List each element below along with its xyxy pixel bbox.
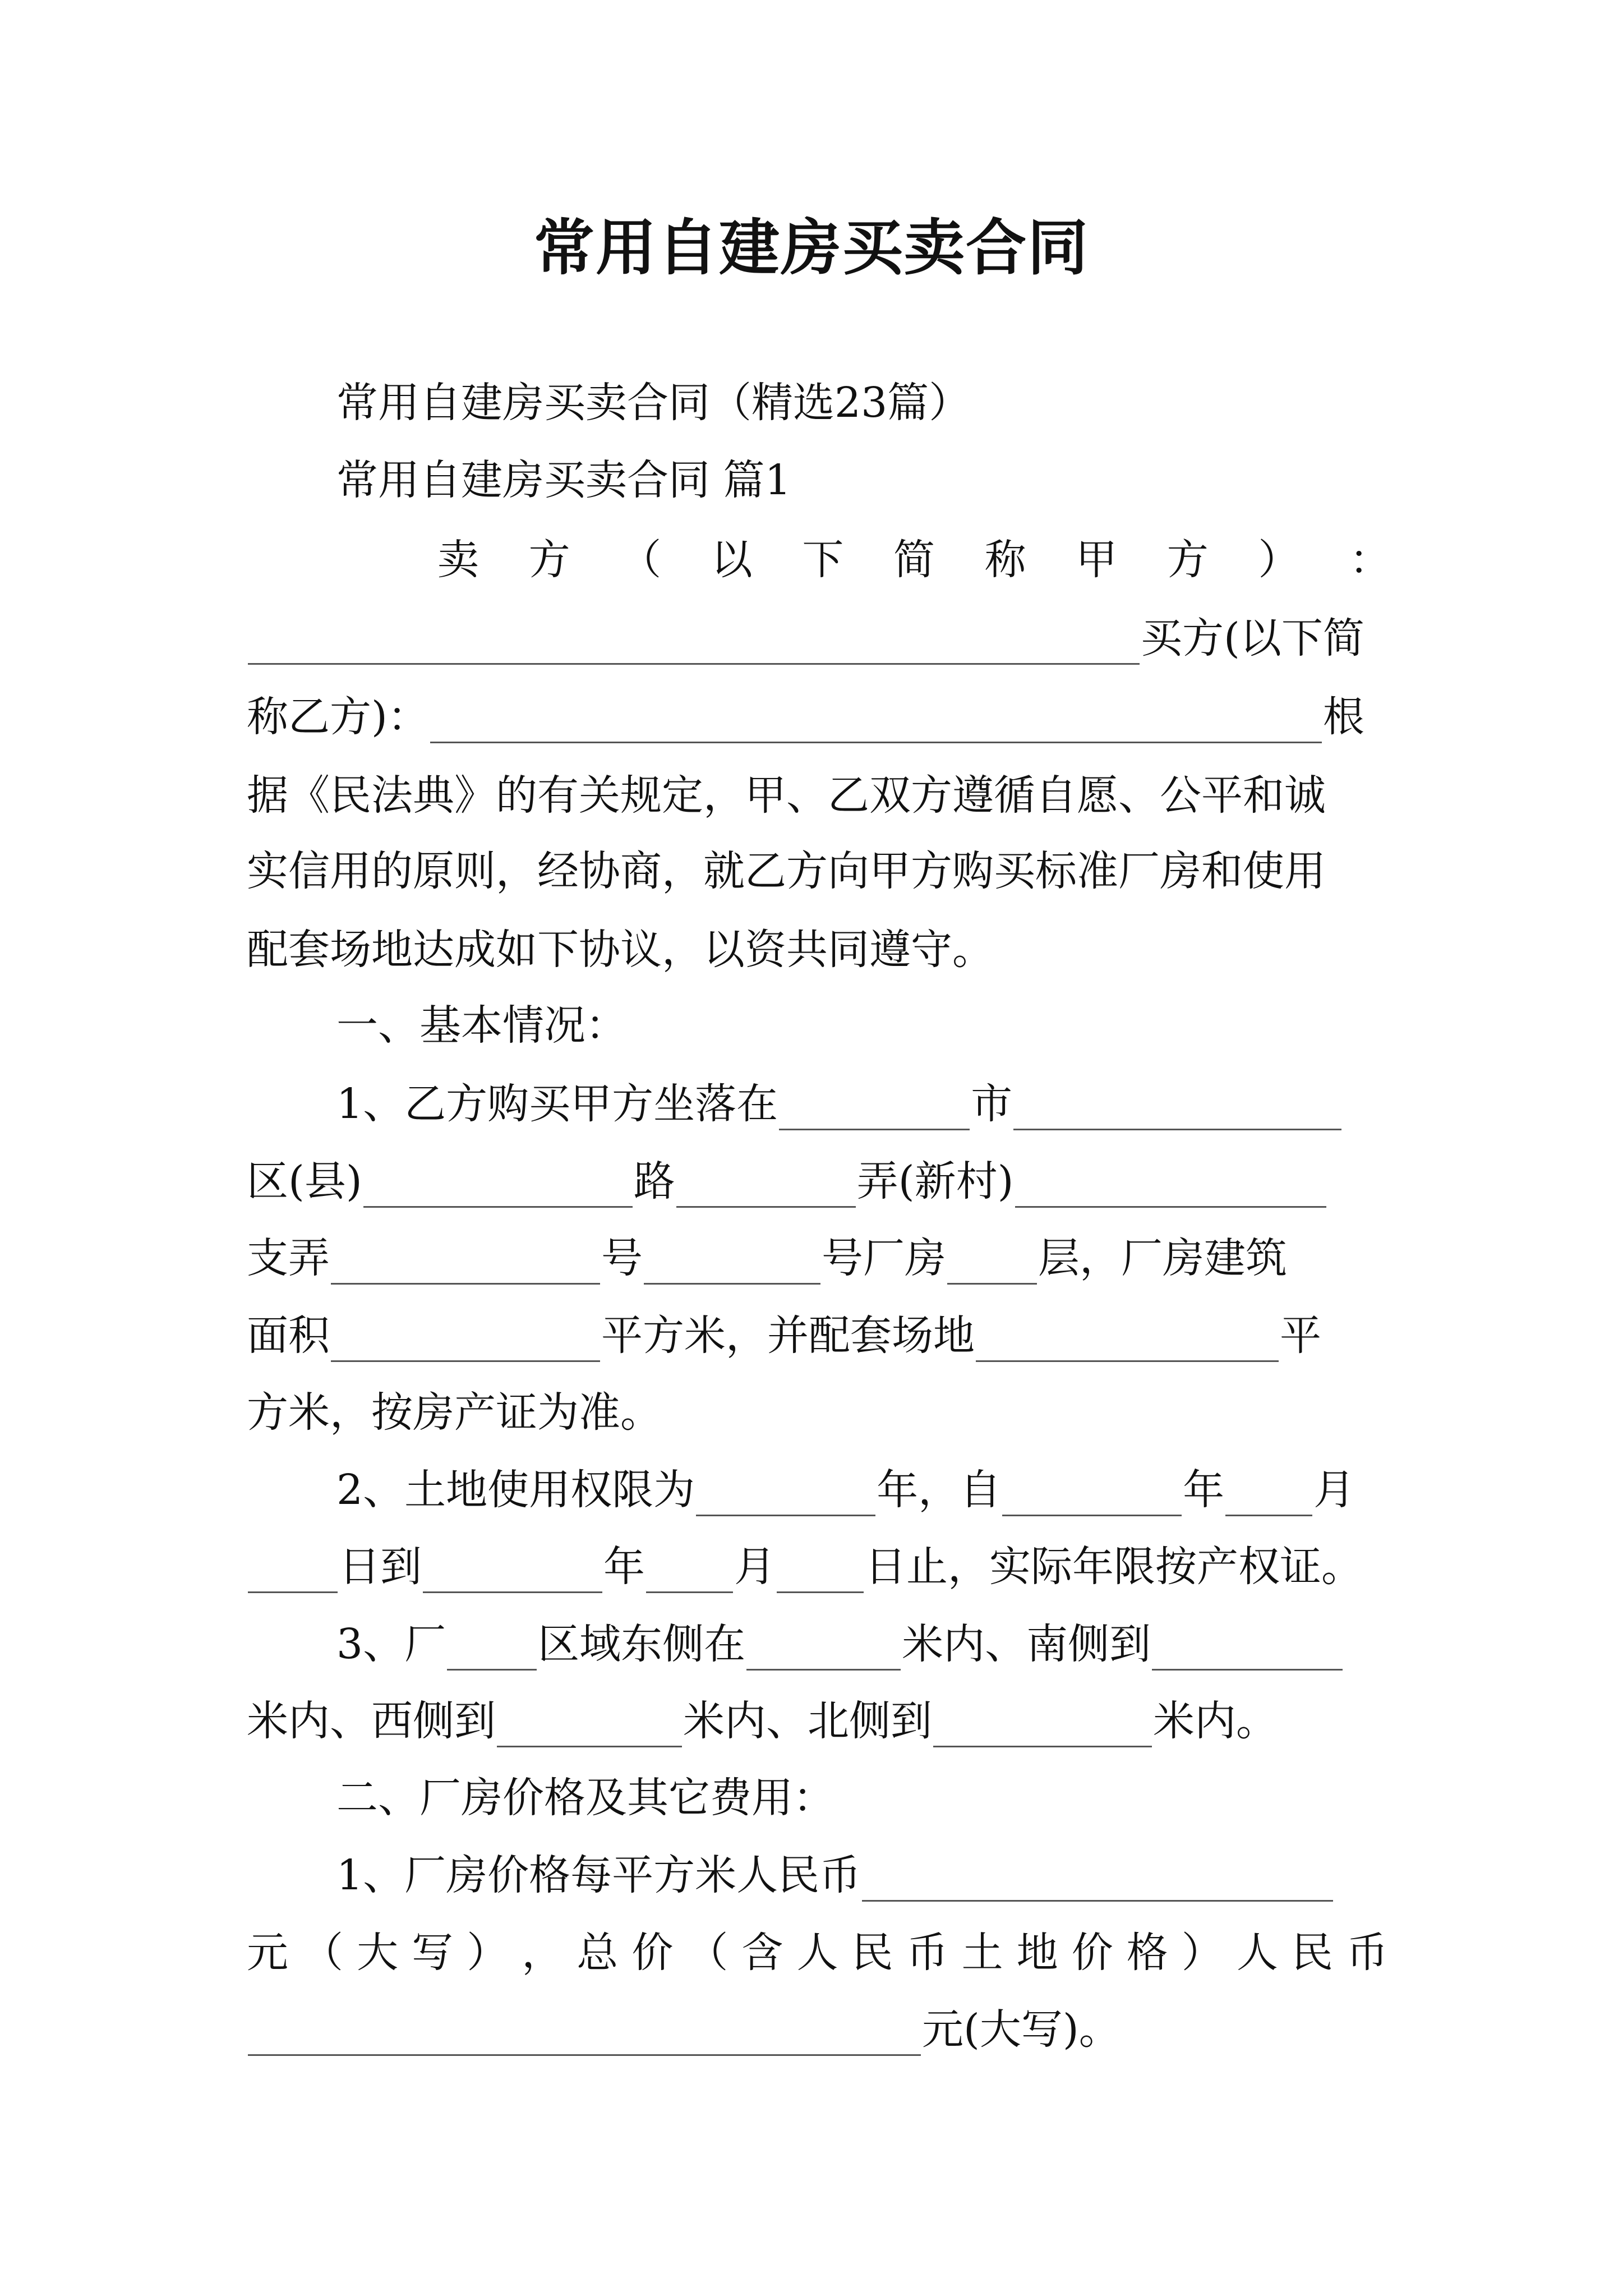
clause-1-line-1 xyxy=(336,1074,1343,1130)
buyer-line xyxy=(247,609,1364,665)
price-text-b-char: 币 xyxy=(1346,1929,1388,1977)
seller-label-char: 下 xyxy=(802,536,844,584)
clause-2-text-d: 月 xyxy=(1313,1466,1355,1514)
clause-1-text-l: 平 xyxy=(1280,1312,1321,1360)
heading-basic-text: 一、基本情况： xyxy=(336,1001,627,1050)
buyer-label-2: 称乙方)： xyxy=(247,693,429,741)
document-title: 常用自建房买卖合同 xyxy=(533,213,1089,283)
price-line-1 xyxy=(336,1846,1334,1902)
seller-label-char: 方 xyxy=(1166,536,1209,584)
price-text-b-char: 民 xyxy=(851,1929,893,1977)
buyer-label: 买方(以下简 xyxy=(1141,614,1364,662)
clause-1-text-d: 路 xyxy=(633,1157,675,1205)
clause-3-line-1 xyxy=(336,1614,1344,1671)
blank-factory xyxy=(447,1627,537,1671)
clause-3-text-b: 区域东侧在 xyxy=(538,1620,746,1668)
clause-1-text-m: 方米，按房产证为准。 xyxy=(247,1388,662,1437)
blank-sublane xyxy=(331,1241,600,1285)
section-title-text: 常用自建房买卖合同 篇1 xyxy=(336,456,791,504)
blank-east xyxy=(746,1627,901,1671)
seller-label-char: ） xyxy=(1258,536,1300,584)
intro-text-1: 根 xyxy=(1322,693,1364,741)
clause-3-text-e: 米内、北侧到 xyxy=(683,1697,932,1745)
clause-1-line-4 xyxy=(247,1306,1321,1362)
clause-2-text-e: 日到 xyxy=(339,1543,422,1591)
price-text-b-char: 土 xyxy=(961,1929,1003,1977)
seller-name-blank xyxy=(248,622,1140,665)
blank-city xyxy=(779,1087,970,1130)
clause-1-line-3 xyxy=(247,1228,1287,1285)
blank-lane xyxy=(1015,1165,1326,1208)
price-text-b-char: （ xyxy=(302,1929,344,1977)
heading-basic xyxy=(336,996,627,1052)
seller-label xyxy=(437,530,1391,586)
clause-2-text-a: 2、土地使用权限为 xyxy=(336,1466,695,1514)
price-text-b-char: 价 xyxy=(1071,1929,1113,1977)
price-text-b-char: 大 xyxy=(357,1929,399,1977)
clause-1-text-a: 1、乙方购买甲方坐落在 xyxy=(336,1080,778,1128)
blank-after-city xyxy=(1013,1087,1341,1130)
price-text-b-char: ） xyxy=(1181,1929,1223,1977)
clause-2-line-1 xyxy=(336,1460,1355,1516)
blank-end-day xyxy=(777,1550,864,1593)
price-text-b-char: 总 xyxy=(577,1929,619,1977)
seller-label-char: 以 xyxy=(711,536,753,584)
blank-west xyxy=(497,1704,682,1747)
clause-1-text-g: 号 xyxy=(601,1234,643,1282)
blank-end-year xyxy=(423,1550,602,1593)
blank-end-month xyxy=(646,1550,733,1593)
price-text-b-char: 币 xyxy=(906,1929,948,1977)
intro-line-3 xyxy=(247,841,1326,898)
blank-road xyxy=(676,1165,856,1208)
subtitle-text: 常用自建房买卖合同（精选23篇） xyxy=(336,379,971,427)
blank-north xyxy=(933,1704,1152,1747)
price-text-b-char: 地 xyxy=(1016,1929,1058,1977)
seller-label-char: 甲 xyxy=(1076,536,1118,584)
price-text-a: 1、厂房价格每平方米人民币 xyxy=(336,1851,861,1899)
blank-total-price xyxy=(248,2013,921,2056)
intro-line-2 xyxy=(247,766,1326,822)
clause-2-text-c: 年 xyxy=(1183,1466,1225,1514)
price-text-b-char: ） xyxy=(467,1929,509,1977)
blank-start-month xyxy=(1225,1473,1312,1516)
clause-3-text-a: 3、厂 xyxy=(336,1620,446,1668)
price-text-b-char: ， xyxy=(522,1929,564,1977)
clause-3-line-2 xyxy=(247,1691,1278,1747)
clause-1-line-5 xyxy=(247,1383,662,1439)
intro-line-4 xyxy=(247,920,994,976)
intro-text-2: 据《民法典》的有关规定，甲、乙双方遵循自愿、公平和诚 xyxy=(247,771,1326,820)
buyer-name-blank xyxy=(430,700,1322,743)
clause-2-text-f: 年 xyxy=(603,1543,645,1591)
price-text-b-char: 元 xyxy=(247,1929,288,1977)
clause-1-text-k: 平方米，并配套场地 xyxy=(601,1312,975,1360)
price-text-b-char: 含 xyxy=(741,1929,783,1977)
seller-label-char: 卖 xyxy=(437,536,479,584)
blank-start-year xyxy=(1002,1473,1182,1516)
price-text-b-char: （ xyxy=(686,1929,728,1977)
clause-2-text-h: 日止，实际年限按产权证。 xyxy=(865,1543,1363,1591)
seller-label-char: 方 xyxy=(528,536,570,584)
heading-price xyxy=(336,1768,834,1824)
clause-2-text-g: 月 xyxy=(734,1543,776,1591)
price-line-2 xyxy=(247,1923,1388,1979)
price-text-c: 元(大写)。 xyxy=(922,2005,1121,2054)
clause-1-text-f: 支弄 xyxy=(247,1234,330,1282)
clause-1-text-c: 区(县) xyxy=(247,1157,362,1205)
subtitle xyxy=(336,373,970,429)
buyer-line-2 xyxy=(247,687,1364,743)
intro-text-3: 实信用的原则，经协商，就乙方向甲方购买标准厂房和使用 xyxy=(247,847,1326,895)
clause-1-text-j: 面积 xyxy=(247,1312,330,1360)
seller-label-char: 称 xyxy=(984,536,1026,584)
price-text-b-char: 格 xyxy=(1126,1929,1168,1977)
price-text-b-char: 人 xyxy=(1236,1929,1278,1977)
price-text-b-char: 写 xyxy=(412,1929,454,1977)
clause-1-line-2 xyxy=(247,1152,1327,1208)
clause-3-text-c: 米内、南侧到 xyxy=(902,1620,1151,1668)
seller-label-char: （ xyxy=(620,536,662,584)
seller-label-char: 简 xyxy=(893,536,935,584)
blank-years xyxy=(696,1473,875,1516)
price-text-b-char: 民 xyxy=(1291,1929,1333,1977)
clause-2-line-2 xyxy=(247,1537,1363,1593)
blank-floor xyxy=(947,1241,1037,1285)
clause-1-text-h: 号厂房 xyxy=(822,1234,946,1282)
clause-2-text-b: 年，自 xyxy=(877,1466,1002,1514)
blank-site-area xyxy=(976,1319,1279,1362)
price-text-b-char: 价 xyxy=(631,1929,674,1977)
clause-1-text-b: 市 xyxy=(971,1080,1013,1128)
blank-number xyxy=(644,1241,820,1285)
intro-text-4: 配套场地达成如下协议，以资共同遵守。 xyxy=(247,926,994,974)
price-line-3 xyxy=(247,2000,1121,2056)
seller-label-char: ： xyxy=(1349,536,1391,584)
clause-1-text-i: 层，厂房建筑 xyxy=(1038,1234,1287,1282)
blank-district xyxy=(363,1165,633,1208)
section-title xyxy=(336,450,791,507)
price-text-b-char: 人 xyxy=(796,1929,838,1977)
blank-building-area xyxy=(331,1319,600,1362)
clause-1-text-e: 弄(新村) xyxy=(856,1157,1014,1205)
clause-3-text-f: 米内。 xyxy=(1153,1697,1278,1745)
blank-start-day xyxy=(248,1550,338,1593)
blank-unit-price xyxy=(862,1858,1333,1902)
heading-price-text: 二、厂房价格及其它费用： xyxy=(336,1774,834,1822)
blank-south xyxy=(1152,1627,1343,1671)
clause-3-text-d: 米内、西侧到 xyxy=(247,1697,496,1745)
